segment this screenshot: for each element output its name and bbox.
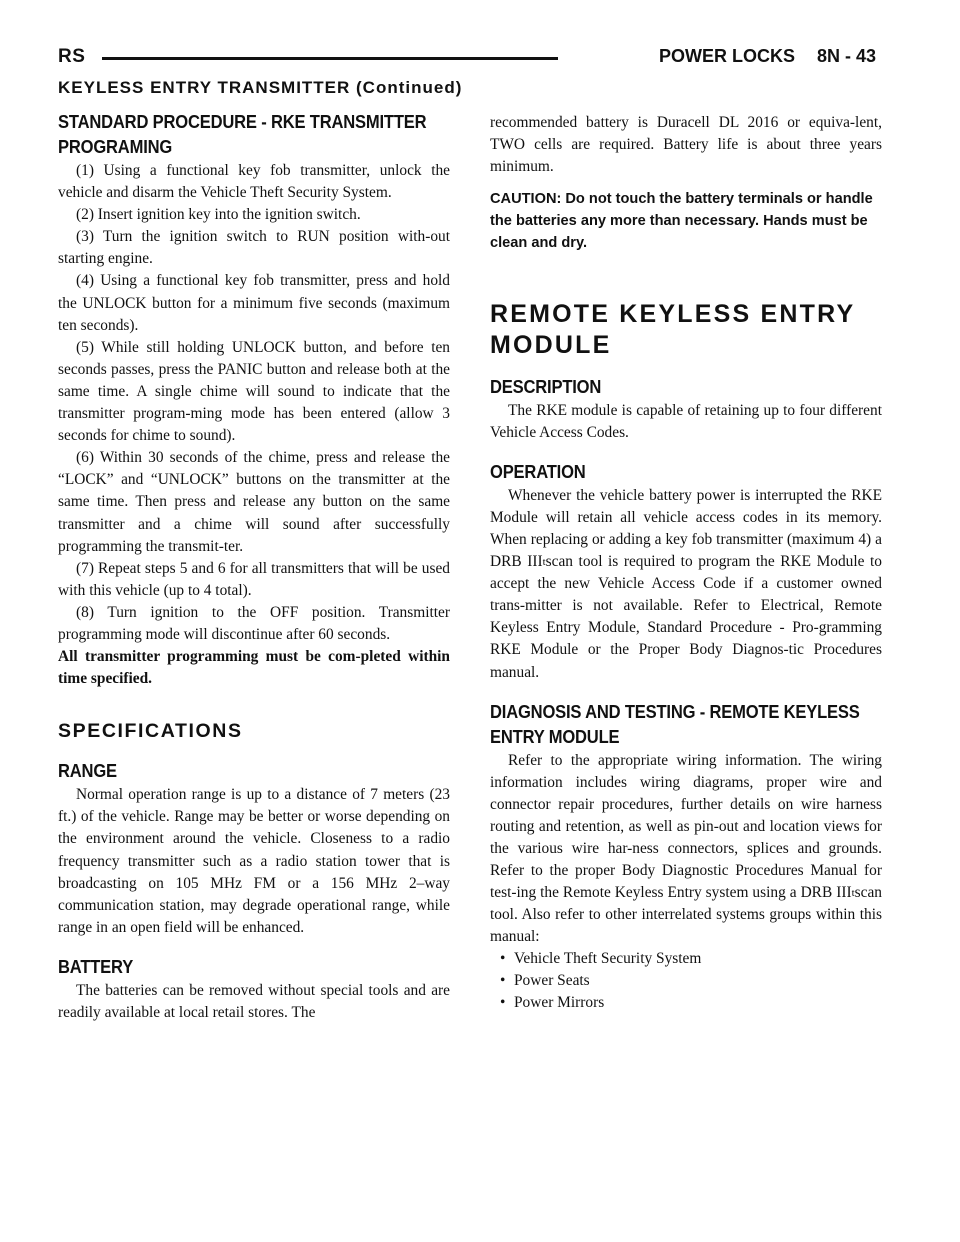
description-heading: DESCRIPTION — [490, 376, 602, 397]
diagnosis-text-b: scan tool. Also refer to other interrelated systems groups within this manual: — [490, 884, 882, 946]
diagnosis-heading: DIAGNOSIS AND TESTING - REMOTE KEYLESS ENTRY MODULE — [490, 701, 860, 747]
continued-heading: KEYLESS ENTRY TRANSMITTER (Continued) — [58, 78, 463, 97]
bullet-icon: • — [500, 950, 506, 968]
trademark-mark: t — [542, 556, 546, 569]
list-item — [500, 970, 882, 992]
list-item-text: Power Seats — [514, 972, 590, 990]
step-5: (5) While still holding UNLOCK button, and before ten seconds passes, press the PANIC button and release both at the same time. A single chime will sound to indicate that the transmitter program-ming mode has been entered (allow 3 seconds for chime to sound). — [58, 338, 450, 445]
step-3: (3) Turn the ignition switch to RUN position with-out starting engine. — [58, 228, 450, 268]
diagnosis-text — [490, 750, 882, 949]
systems-list — [490, 948, 882, 1014]
battery-text-continued: recommended battery is Duracell DL 2016 or equiva-lent, TWO cells are required. Battery life is about three years minimum. — [490, 114, 882, 176]
step-7: (7) Repeat steps 5 and 6 for all transmitters that will be used with this vehicle (up to 4 total). — [58, 559, 450, 599]
battery-heading: BATTERY — [58, 956, 134, 977]
list-item — [500, 992, 882, 1014]
list-item-text: Power Mirrors — [514, 994, 605, 1012]
header-section: POWER LOCKS — [658, 46, 795, 66]
trademark-mark-2: t — [851, 887, 855, 900]
header-right — [659, 46, 876, 67]
bold-note: All transmitter programming must be com-pleted within time specified. — [58, 648, 450, 688]
step-4: (4) Using a functional key fob transmitter, press and hold the UNLOCK button for a minimum five seconds (maximum ten seconds). — [58, 272, 450, 334]
page-header — [58, 46, 876, 74]
header-code: RS — [58, 46, 86, 67]
caution-note: CAUTION: Do not touch the battery terminals or handle the batteries any more than necessary. Hands must be clean and dry. — [490, 191, 873, 252]
step-1: (1) Using a functional key fob transmitter, unlock the vehicle and disarm the Vehicle Theft Security System. — [58, 162, 450, 202]
operation-heading: OPERATION — [490, 461, 586, 482]
header-rule — [102, 57, 558, 60]
bullet-icon: • — [500, 994, 506, 1012]
operation-text — [490, 485, 882, 684]
operation-text-a: Whenever the vehicle battery power is interrupted the RKE Module will retain all vehicle access codes in its memory. When replacing or adding a key fob transmitter (maximum 4) a DRB III — [490, 486, 882, 571]
list-item — [500, 948, 882, 970]
step-6: (6) Within 30 seconds of the chime, press and release the “LOCK” and “UNLOCK” buttons on the transmitter at the same time. Then press and release any button on the same transmitter and a chime will sound after successfully programming the transmit-ter. — [58, 449, 450, 555]
bullet-icon: • — [500, 972, 506, 990]
diagnosis-text-a: Refer to the appropriate wiring information. The wiring information includes wiring diagrams, proper wire and connector repair procedures, further details on wire harness routing and retention, as well as pin-out and location views for the various wire har-ness connectors, splices and grounds. Refer to the proper Body Diagnostic Procedures Manual for test-ing the Remote Keyless Entry system using a DRB III — [490, 751, 882, 902]
range-text: Normal operation range is up to a distance of 7 meters (23 ft.) of the vehicle. Range may be better or worse depending on the environment around the vehicle. Closeness to a radio frequency transmitter such as a radio station tower that is broadcasting on 105 MHz FM or a 156 MHz 2–way communication station, may degrade operational range, while range in an open field will be enhanced. — [58, 786, 450, 936]
left-column — [58, 110, 450, 1024]
standard-procedure-heading: STANDARD PROCEDURE - RKE TRANSMITTER PROGRAMING — [58, 112, 427, 157]
step-2: (2) Insert ignition key into the ignition switch. — [76, 206, 361, 224]
operation-text-b: scan tool is required to program the RKE Module to accept the new Vehicle Access Code if a customer owned trans-mitter is not available. Refer to Electrical, Remote Keyless Entry Module, Standard Procedure - Pro-gramming RKE Module or the Proper Body Diagnos-tic Procedures manual. — [490, 553, 882, 681]
step-8: (8) Turn ignition to the OFF position. Transmitter programming mode will discontinue after 60 seconds. — [58, 603, 450, 643]
description-text: The RKE module is capable of retaining up to four different Vehicle Access Codes. — [490, 401, 882, 441]
battery-text: The batteries can be removed without special tools and are readily available at local retail stores. The — [58, 981, 450, 1021]
module-heading: REMOTE KEYLESS ENTRY MODULE — [490, 299, 855, 359]
list-item-text: Vehicle Theft Security System — [514, 950, 702, 968]
range-heading: RANGE — [58, 761, 117, 782]
page-number: 8N - 43 — [816, 46, 876, 66]
right-column — [490, 112, 882, 1014]
specifications-heading: SPECIFICATIONS — [58, 720, 243, 743]
